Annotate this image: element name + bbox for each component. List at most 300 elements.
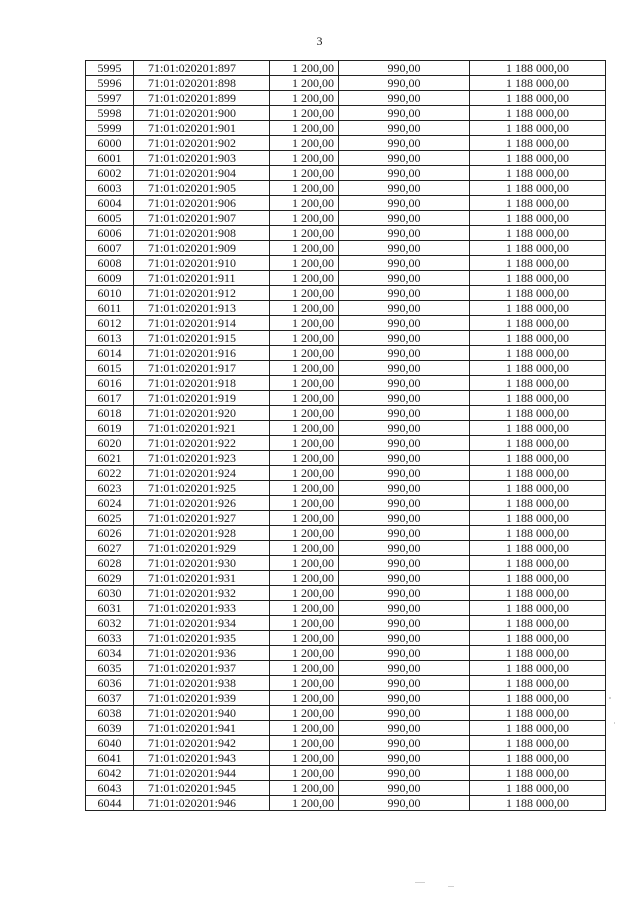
area-cell: 1 200,00 bbox=[270, 526, 339, 541]
row-number-cell: 6043 bbox=[86, 781, 134, 796]
area-cell: 1 200,00 bbox=[270, 376, 339, 391]
price-cell: 990,00 bbox=[339, 736, 470, 751]
price-cell: 990,00 bbox=[339, 541, 470, 556]
row-number-cell: 6017 bbox=[86, 391, 134, 406]
table-row bbox=[86, 721, 606, 736]
price-cell: 990,00 bbox=[339, 136, 470, 151]
total-cell: 1 188 000,00 bbox=[470, 346, 606, 361]
table-row bbox=[86, 571, 606, 586]
price-cell: 990,00 bbox=[339, 196, 470, 211]
cadastral-number-cell: 71:01:020201:938 bbox=[134, 676, 270, 691]
scan-speck bbox=[415, 882, 425, 883]
table-row bbox=[86, 706, 606, 721]
total-cell: 1 188 000,00 bbox=[470, 706, 606, 721]
row-number-cell: 5998 bbox=[86, 106, 134, 121]
total-cell: 1 188 000,00 bbox=[470, 376, 606, 391]
cadastral-number-cell: 71:01:020201:926 bbox=[134, 496, 270, 511]
area-cell: 1 200,00 bbox=[270, 301, 339, 316]
area-cell: 1 200,00 bbox=[270, 316, 339, 331]
total-cell: 1 188 000,00 bbox=[470, 781, 606, 796]
row-number-cell: 6020 bbox=[86, 436, 134, 451]
total-cell: 1 188 000,00 bbox=[470, 586, 606, 601]
row-number-cell: 6029 bbox=[86, 571, 134, 586]
row-number-cell: 6022 bbox=[86, 466, 134, 481]
area-cell: 1 200,00 bbox=[270, 361, 339, 376]
area-cell: 1 200,00 bbox=[270, 421, 339, 436]
total-cell: 1 188 000,00 bbox=[470, 766, 606, 781]
row-number-cell: 6005 bbox=[86, 211, 134, 226]
price-cell: 990,00 bbox=[339, 571, 470, 586]
table-row bbox=[86, 121, 606, 136]
area-cell: 1 200,00 bbox=[270, 91, 339, 106]
table-row bbox=[86, 166, 606, 181]
row-number-cell: 6006 bbox=[86, 226, 134, 241]
area-cell: 1 200,00 bbox=[270, 496, 339, 511]
row-number-cell: 6012 bbox=[86, 316, 134, 331]
price-cell: 990,00 bbox=[339, 661, 470, 676]
area-cell: 1 200,00 bbox=[270, 676, 339, 691]
cadastral-number-cell: 71:01:020201:928 bbox=[134, 526, 270, 541]
cadastral-number-cell: 71:01:020201:946 bbox=[134, 796, 270, 811]
row-number-cell: 6018 bbox=[86, 406, 134, 421]
row-number-cell: 6034 bbox=[86, 646, 134, 661]
area-cell: 1 200,00 bbox=[270, 436, 339, 451]
price-cell: 990,00 bbox=[339, 316, 470, 331]
area-cell: 1 200,00 bbox=[270, 781, 339, 796]
row-number-cell: 6014 bbox=[86, 346, 134, 361]
area-cell: 1 200,00 bbox=[270, 586, 339, 601]
total-cell: 1 188 000,00 bbox=[470, 331, 606, 346]
total-cell: 1 188 000,00 bbox=[470, 286, 606, 301]
cadastral-number-cell: 71:01:020201:905 bbox=[134, 181, 270, 196]
row-number-cell: 6019 bbox=[86, 421, 134, 436]
price-cell: 990,00 bbox=[339, 226, 470, 241]
area-cell: 1 200,00 bbox=[270, 406, 339, 421]
total-cell: 1 188 000,00 bbox=[470, 361, 606, 376]
cadastral-number-cell: 71:01:020201:897 bbox=[134, 61, 270, 76]
cadastral-number-cell: 71:01:020201:901 bbox=[134, 121, 270, 136]
price-cell: 990,00 bbox=[339, 526, 470, 541]
total-cell: 1 188 000,00 bbox=[470, 121, 606, 136]
cadastral-number-cell: 71:01:020201:919 bbox=[134, 391, 270, 406]
area-cell: 1 200,00 bbox=[270, 511, 339, 526]
area-cell: 1 200,00 bbox=[270, 616, 339, 631]
price-cell: 990,00 bbox=[339, 781, 470, 796]
table-row bbox=[86, 766, 606, 781]
total-cell: 1 188 000,00 bbox=[470, 496, 606, 511]
price-cell: 990,00 bbox=[339, 106, 470, 121]
price-cell: 990,00 bbox=[339, 211, 470, 226]
price-cell: 990,00 bbox=[339, 751, 470, 766]
total-cell: 1 188 000,00 bbox=[470, 211, 606, 226]
cadastral-number-cell: 71:01:020201:911 bbox=[134, 271, 270, 286]
cadastral-number-cell: 71:01:020201:902 bbox=[134, 136, 270, 151]
cadastral-number-cell: 71:01:020201:941 bbox=[134, 721, 270, 736]
price-cell: 990,00 bbox=[339, 376, 470, 391]
total-cell: 1 188 000,00 bbox=[470, 301, 606, 316]
row-number-cell: 6042 bbox=[86, 766, 134, 781]
table-row bbox=[86, 76, 606, 91]
row-number-cell: 6016 bbox=[86, 376, 134, 391]
cadastral-number-cell: 71:01:020201:922 bbox=[134, 436, 270, 451]
price-cell: 990,00 bbox=[339, 361, 470, 376]
table-row bbox=[86, 391, 606, 406]
table-row bbox=[86, 256, 606, 271]
row-number-cell: 6031 bbox=[86, 601, 134, 616]
area-cell: 1 200,00 bbox=[270, 631, 339, 646]
area-cell: 1 200,00 bbox=[270, 721, 339, 736]
row-number-cell: 6007 bbox=[86, 241, 134, 256]
cadastral-number-cell: 71:01:020201:913 bbox=[134, 301, 270, 316]
table-row bbox=[86, 496, 606, 511]
cadastral-number-cell: 71:01:020201:931 bbox=[134, 571, 270, 586]
cadastral-number-cell: 71:01:020201:906 bbox=[134, 196, 270, 211]
total-cell: 1 188 000,00 bbox=[470, 451, 606, 466]
area-cell: 1 200,00 bbox=[270, 706, 339, 721]
row-number-cell: 6024 bbox=[86, 496, 134, 511]
area-cell: 1 200,00 bbox=[270, 286, 339, 301]
row-number-cell: 6003 bbox=[86, 181, 134, 196]
table-row bbox=[86, 511, 606, 526]
total-cell: 1 188 000,00 bbox=[470, 466, 606, 481]
area-cell: 1 200,00 bbox=[270, 391, 339, 406]
price-cell: 990,00 bbox=[339, 406, 470, 421]
cadastral-number-cell: 71:01:020201:912 bbox=[134, 286, 270, 301]
cadastral-number-cell: 71:01:020201:925 bbox=[134, 481, 270, 496]
row-number-cell: 6025 bbox=[86, 511, 134, 526]
row-number-cell: 6030 bbox=[86, 586, 134, 601]
cadastral-number-cell: 71:01:020201:923 bbox=[134, 451, 270, 466]
price-cell: 990,00 bbox=[339, 91, 470, 106]
cadastral-number-cell: 71:01:020201:914 bbox=[134, 316, 270, 331]
total-cell: 1 188 000,00 bbox=[470, 316, 606, 331]
cadastral-number-cell: 71:01:020201:940 bbox=[134, 706, 270, 721]
table-row bbox=[86, 661, 606, 676]
price-cell: 990,00 bbox=[339, 796, 470, 811]
row-number-cell: 6000 bbox=[86, 136, 134, 151]
table-row bbox=[86, 676, 606, 691]
table-row bbox=[86, 211, 606, 226]
cadastral-number-cell: 71:01:020201:909 bbox=[134, 241, 270, 256]
price-cell: 990,00 bbox=[339, 331, 470, 346]
row-number-cell: 6044 bbox=[86, 796, 134, 811]
cadastral-number-cell: 71:01:020201:907 bbox=[134, 211, 270, 226]
price-cell: 990,00 bbox=[339, 511, 470, 526]
total-cell: 1 188 000,00 bbox=[470, 226, 606, 241]
table-row bbox=[86, 541, 606, 556]
row-number-cell: 6033 bbox=[86, 631, 134, 646]
area-cell: 1 200,00 bbox=[270, 751, 339, 766]
total-cell: 1 188 000,00 bbox=[470, 436, 606, 451]
row-number-cell: 6039 bbox=[86, 721, 134, 736]
total-cell: 1 188 000,00 bbox=[470, 166, 606, 181]
area-cell: 1 200,00 bbox=[270, 646, 339, 661]
total-cell: 1 188 000,00 bbox=[470, 196, 606, 211]
area-cell: 1 200,00 bbox=[270, 256, 339, 271]
cadastral-number-cell: 71:01:020201:920 bbox=[134, 406, 270, 421]
area-cell: 1 200,00 bbox=[270, 136, 339, 151]
total-cell: 1 188 000,00 bbox=[470, 271, 606, 286]
table-row bbox=[86, 316, 606, 331]
total-cell: 1 188 000,00 bbox=[470, 571, 606, 586]
cadastral-number-cell: 71:01:020201:924 bbox=[134, 466, 270, 481]
total-cell: 1 188 000,00 bbox=[470, 631, 606, 646]
table-row bbox=[86, 421, 606, 436]
table-row bbox=[86, 616, 606, 631]
table-row bbox=[86, 196, 606, 211]
price-cell: 990,00 bbox=[339, 631, 470, 646]
price-cell: 990,00 bbox=[339, 436, 470, 451]
table-row bbox=[86, 331, 606, 346]
price-cell: 990,00 bbox=[339, 481, 470, 496]
price-cell: 990,00 bbox=[339, 301, 470, 316]
total-cell: 1 188 000,00 bbox=[470, 76, 606, 91]
area-cell: 1 200,00 bbox=[270, 241, 339, 256]
table-row bbox=[86, 646, 606, 661]
total-cell: 1 188 000,00 bbox=[470, 106, 606, 121]
total-cell: 1 188 000,00 bbox=[470, 526, 606, 541]
scan-speck bbox=[614, 722, 615, 724]
table-row bbox=[86, 226, 606, 241]
table-row bbox=[86, 601, 606, 616]
cadastral-number-cell: 71:01:020201:933 bbox=[134, 601, 270, 616]
price-cell: 990,00 bbox=[339, 646, 470, 661]
table-row bbox=[86, 136, 606, 151]
price-cell: 990,00 bbox=[339, 676, 470, 691]
table-row bbox=[86, 586, 606, 601]
total-cell: 1 188 000,00 bbox=[470, 481, 606, 496]
cadastral-number-cell: 71:01:020201:944 bbox=[134, 766, 270, 781]
table-row bbox=[86, 691, 606, 706]
area-cell: 1 200,00 bbox=[270, 466, 339, 481]
table-row bbox=[86, 376, 606, 391]
row-number-cell: 5996 bbox=[86, 76, 134, 91]
table-row bbox=[86, 106, 606, 121]
area-cell: 1 200,00 bbox=[270, 601, 339, 616]
table-row bbox=[86, 796, 606, 811]
cadastral-number-cell: 71:01:020201:898 bbox=[134, 76, 270, 91]
price-cell: 990,00 bbox=[339, 766, 470, 781]
total-cell: 1 188 000,00 bbox=[470, 556, 606, 571]
price-cell: 990,00 bbox=[339, 496, 470, 511]
total-cell: 1 188 000,00 bbox=[470, 391, 606, 406]
scan-speck bbox=[448, 886, 454, 887]
total-cell: 1 188 000,00 bbox=[470, 256, 606, 271]
cadastral-number-cell: 71:01:020201:915 bbox=[134, 331, 270, 346]
price-cell: 990,00 bbox=[339, 721, 470, 736]
table-row bbox=[86, 526, 606, 541]
area-cell: 1 200,00 bbox=[270, 736, 339, 751]
area-cell: 1 200,00 bbox=[270, 766, 339, 781]
area-cell: 1 200,00 bbox=[270, 346, 339, 361]
area-cell: 1 200,00 bbox=[270, 226, 339, 241]
price-cell: 990,00 bbox=[339, 556, 470, 571]
table-row bbox=[86, 751, 606, 766]
row-number-cell: 5997 bbox=[86, 91, 134, 106]
row-number-cell: 6040 bbox=[86, 736, 134, 751]
total-cell: 1 188 000,00 bbox=[470, 736, 606, 751]
row-number-cell: 6023 bbox=[86, 481, 134, 496]
price-cell: 990,00 bbox=[339, 166, 470, 181]
price-cell: 990,00 bbox=[339, 256, 470, 271]
page-number: 3 bbox=[316, 34, 323, 48]
cadastral-number-cell: 71:01:020201:945 bbox=[134, 781, 270, 796]
total-cell: 1 188 000,00 bbox=[470, 136, 606, 151]
price-cell: 990,00 bbox=[339, 151, 470, 166]
cadastral-number-cell: 71:01:020201:932 bbox=[134, 586, 270, 601]
total-cell: 1 188 000,00 bbox=[470, 241, 606, 256]
price-cell: 990,00 bbox=[339, 61, 470, 76]
cadastral-number-cell: 71:01:020201:908 bbox=[134, 226, 270, 241]
row-number-cell: 6027 bbox=[86, 541, 134, 556]
table-row bbox=[86, 466, 606, 481]
total-cell: 1 188 000,00 bbox=[470, 511, 606, 526]
price-cell: 990,00 bbox=[339, 616, 470, 631]
row-number-cell: 6013 bbox=[86, 331, 134, 346]
area-cell: 1 200,00 bbox=[270, 121, 339, 136]
total-cell: 1 188 000,00 bbox=[470, 601, 606, 616]
row-number-cell: 6008 bbox=[86, 256, 134, 271]
total-cell: 1 188 000,00 bbox=[470, 61, 606, 76]
row-number-cell: 6026 bbox=[86, 526, 134, 541]
price-cell: 990,00 bbox=[339, 451, 470, 466]
row-number-cell: 6001 bbox=[86, 151, 134, 166]
total-cell: 1 188 000,00 bbox=[470, 541, 606, 556]
cadastral-number-cell: 71:01:020201:918 bbox=[134, 376, 270, 391]
table-body bbox=[86, 61, 606, 811]
table-row bbox=[86, 301, 606, 316]
row-number-cell: 6041 bbox=[86, 751, 134, 766]
cadastral-number-cell: 71:01:020201:927 bbox=[134, 511, 270, 526]
cadastral-number-cell: 71:01:020201:943 bbox=[134, 751, 270, 766]
area-cell: 1 200,00 bbox=[270, 481, 339, 496]
table-row bbox=[86, 271, 606, 286]
price-cell: 990,00 bbox=[339, 76, 470, 91]
cadastral-number-cell: 71:01:020201:903 bbox=[134, 151, 270, 166]
row-number-cell: 5999 bbox=[86, 121, 134, 136]
table-row bbox=[86, 436, 606, 451]
total-cell: 1 188 000,00 bbox=[470, 751, 606, 766]
area-cell: 1 200,00 bbox=[270, 571, 339, 586]
total-cell: 1 188 000,00 bbox=[470, 676, 606, 691]
total-cell: 1 188 000,00 bbox=[470, 691, 606, 706]
cadastral-number-cell: 71:01:020201:916 bbox=[134, 346, 270, 361]
cadastral-number-cell: 71:01:020201:934 bbox=[134, 616, 270, 631]
table-row bbox=[86, 346, 606, 361]
scan-speck bbox=[609, 697, 611, 699]
total-cell: 1 188 000,00 bbox=[470, 151, 606, 166]
price-cell: 990,00 bbox=[339, 706, 470, 721]
total-cell: 1 188 000,00 bbox=[470, 181, 606, 196]
price-cell: 990,00 bbox=[339, 346, 470, 361]
cadastral-number-cell: 71:01:020201:939 bbox=[134, 691, 270, 706]
price-cell: 990,00 bbox=[339, 286, 470, 301]
table-row bbox=[86, 451, 606, 466]
row-number-cell: 6037 bbox=[86, 691, 134, 706]
table-row bbox=[86, 406, 606, 421]
cadastral-number-cell: 71:01:020201:921 bbox=[134, 421, 270, 436]
cadastral-number-cell: 71:01:020201:930 bbox=[134, 556, 270, 571]
row-number-cell: 6036 bbox=[86, 676, 134, 691]
area-cell: 1 200,00 bbox=[270, 661, 339, 676]
row-number-cell: 6002 bbox=[86, 166, 134, 181]
total-cell: 1 188 000,00 bbox=[470, 646, 606, 661]
row-number-cell: 6021 bbox=[86, 451, 134, 466]
cadastral-number-cell: 71:01:020201:936 bbox=[134, 646, 270, 661]
price-cell: 990,00 bbox=[339, 466, 470, 481]
total-cell: 1 188 000,00 bbox=[470, 796, 606, 811]
area-cell: 1 200,00 bbox=[270, 211, 339, 226]
cadastral-number-cell: 71:01:020201:904 bbox=[134, 166, 270, 181]
cadastral-number-cell: 71:01:020201:899 bbox=[134, 91, 270, 106]
price-cell: 990,00 bbox=[339, 421, 470, 436]
row-number-cell: 6035 bbox=[86, 661, 134, 676]
price-cell: 990,00 bbox=[339, 181, 470, 196]
cadastral-number-cell: 71:01:020201:900 bbox=[134, 106, 270, 121]
table-row bbox=[86, 91, 606, 106]
price-cell: 990,00 bbox=[339, 391, 470, 406]
cadastral-number-cell: 71:01:020201:917 bbox=[134, 361, 270, 376]
price-cell: 990,00 bbox=[339, 121, 470, 136]
row-number-cell: 6028 bbox=[86, 556, 134, 571]
area-cell: 1 200,00 bbox=[270, 691, 339, 706]
price-cell: 990,00 bbox=[339, 241, 470, 256]
cadastral-number-cell: 71:01:020201:910 bbox=[134, 256, 270, 271]
table-row bbox=[86, 736, 606, 751]
area-cell: 1 200,00 bbox=[270, 451, 339, 466]
cadastral-number-cell: 71:01:020201:929 bbox=[134, 541, 270, 556]
area-cell: 1 200,00 bbox=[270, 541, 339, 556]
total-cell: 1 188 000,00 bbox=[470, 721, 606, 736]
area-cell: 1 200,00 bbox=[270, 796, 339, 811]
total-cell: 1 188 000,00 bbox=[470, 91, 606, 106]
cadastral-number-cell: 71:01:020201:935 bbox=[134, 631, 270, 646]
area-cell: 1 200,00 bbox=[270, 556, 339, 571]
area-cell: 1 200,00 bbox=[270, 196, 339, 211]
table-row bbox=[86, 631, 606, 646]
row-number-cell: 6010 bbox=[86, 286, 134, 301]
price-cell: 990,00 bbox=[339, 586, 470, 601]
total-cell: 1 188 000,00 bbox=[470, 421, 606, 436]
price-cell: 990,00 bbox=[339, 601, 470, 616]
area-cell: 1 200,00 bbox=[270, 181, 339, 196]
total-cell: 1 188 000,00 bbox=[470, 661, 606, 676]
table-row bbox=[86, 556, 606, 571]
area-cell: 1 200,00 bbox=[270, 76, 339, 91]
table-row bbox=[86, 151, 606, 166]
table-row bbox=[86, 781, 606, 796]
price-cell: 990,00 bbox=[339, 271, 470, 286]
row-number-cell: 6004 bbox=[86, 196, 134, 211]
table-row bbox=[86, 241, 606, 256]
total-cell: 1 188 000,00 bbox=[470, 616, 606, 631]
total-cell: 1 188 000,00 bbox=[470, 406, 606, 421]
area-cell: 1 200,00 bbox=[270, 61, 339, 76]
row-number-cell: 5995 bbox=[86, 61, 134, 76]
area-cell: 1 200,00 bbox=[270, 166, 339, 181]
table-row bbox=[86, 481, 606, 496]
area-cell: 1 200,00 bbox=[270, 151, 339, 166]
table-row bbox=[86, 181, 606, 196]
row-number-cell: 6011 bbox=[86, 301, 134, 316]
cadastral-number-cell: 71:01:020201:937 bbox=[134, 661, 270, 676]
table-row bbox=[86, 61, 606, 76]
area-cell: 1 200,00 bbox=[270, 271, 339, 286]
table-row bbox=[86, 361, 606, 376]
row-number-cell: 6032 bbox=[86, 616, 134, 631]
area-cell: 1 200,00 bbox=[270, 106, 339, 121]
cadastral-number-cell: 71:01:020201:942 bbox=[134, 736, 270, 751]
